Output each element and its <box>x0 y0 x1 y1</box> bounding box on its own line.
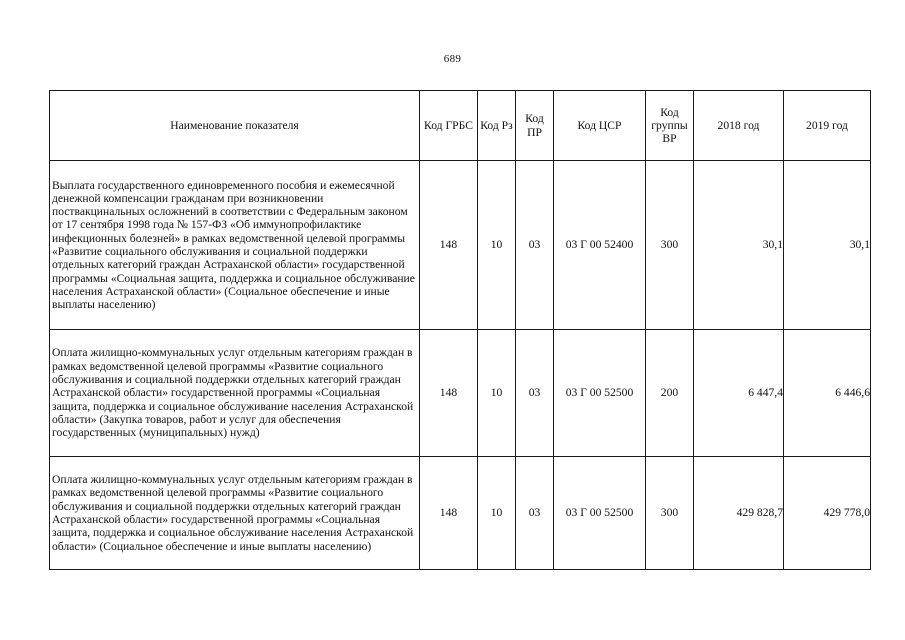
cell-name: Оплата жилищно-коммунальных услуг отдельным категориям граждан в рамках ведомственной целевой программы «Развитие социального обслуживания и социальной поддержки отдельных категорий граждан Астраханской области» государственной программы «Социальная защита, поддержка и социальное обслуживание населения Астраханской области» (Закупка товаров, работ и услуг для обеспечения государственных (муниципальных) нужд) <box>50 330 420 457</box>
cell-vr: 200 <box>646 330 694 457</box>
cell-csr: 03 Г 00 52400 <box>554 161 646 330</box>
cell-rz: 10 <box>478 457 516 570</box>
cell-csr: 03 Г 00 52500 <box>554 457 646 570</box>
cell-rz: 10 <box>478 161 516 330</box>
cell-2019: 6 446,6 <box>784 330 871 457</box>
table-row <box>50 457 871 570</box>
header-pr: Код ПР <box>516 91 554 161</box>
cell-grbs: 148 <box>420 161 478 330</box>
cell-pr: 03 <box>516 330 554 457</box>
cell-2018: 6 447,4 <box>694 330 784 457</box>
cell-2018: 30,1 <box>694 161 784 330</box>
header-rz: Код Рз <box>478 91 516 161</box>
page-number: 689 <box>443 53 462 65</box>
cell-pr: 03 <box>516 161 554 330</box>
header-2019: 2019 год <box>784 91 871 161</box>
cell-vr: 300 <box>646 161 694 330</box>
cell-grbs: 148 <box>420 330 478 457</box>
table-header-row <box>50 91 871 161</box>
cell-rz: 10 <box>478 330 516 457</box>
header-name: Наименование показателя <box>50 91 420 161</box>
cell-grbs: 148 <box>420 457 478 570</box>
cell-2019: 30,1 <box>784 161 871 330</box>
table-row <box>50 330 871 457</box>
header-csr: Код ЦСР <box>554 91 646 161</box>
cell-name: Выплата государственного единовременного пособия и ежемесячной денежной компенсации гражданам при возникновении поствакцинальных осложнений в соответствии с Федеральным законом от 17 сентября 1998 года № 157-ФЗ «Об иммунопрофилактике инфекционных болезней» в рамках ведомственной целевой программы «Развитие социального обслуживания и социальной поддержки отдельных категорий граждан Астраханской области» государственной программы «Социальная защита, поддержка и социальное обслуживание населения Астраханской области» (Социальное обеспечение и иные выплаты населению) <box>50 161 420 330</box>
cell-2018: 429 828,7 <box>694 457 784 570</box>
cell-2019: 429 778,0 <box>784 457 871 570</box>
cell-pr: 03 <box>516 457 554 570</box>
header-vr: Код группы ВР <box>646 91 694 161</box>
budget-table <box>49 90 871 570</box>
header-2018: 2018 год <box>694 91 784 161</box>
table-row <box>50 161 871 330</box>
cell-name: Оплата жилищно-коммунальных услуг отдельным категориям граждан в рамках ведомственной целевой программы «Развитие социального обслуживания и социальной поддержки отдельных категорий граждан Астраханской области» государственной программы «Социальная защита, поддержка и социальное обслуживание населения Астраханской области» (Социальное обеспечение и иные выплаты населению) <box>50 457 420 570</box>
header-grbs: Код ГРБС <box>420 91 478 161</box>
cell-csr: 03 Г 00 52500 <box>554 330 646 457</box>
cell-vr: 300 <box>646 457 694 570</box>
